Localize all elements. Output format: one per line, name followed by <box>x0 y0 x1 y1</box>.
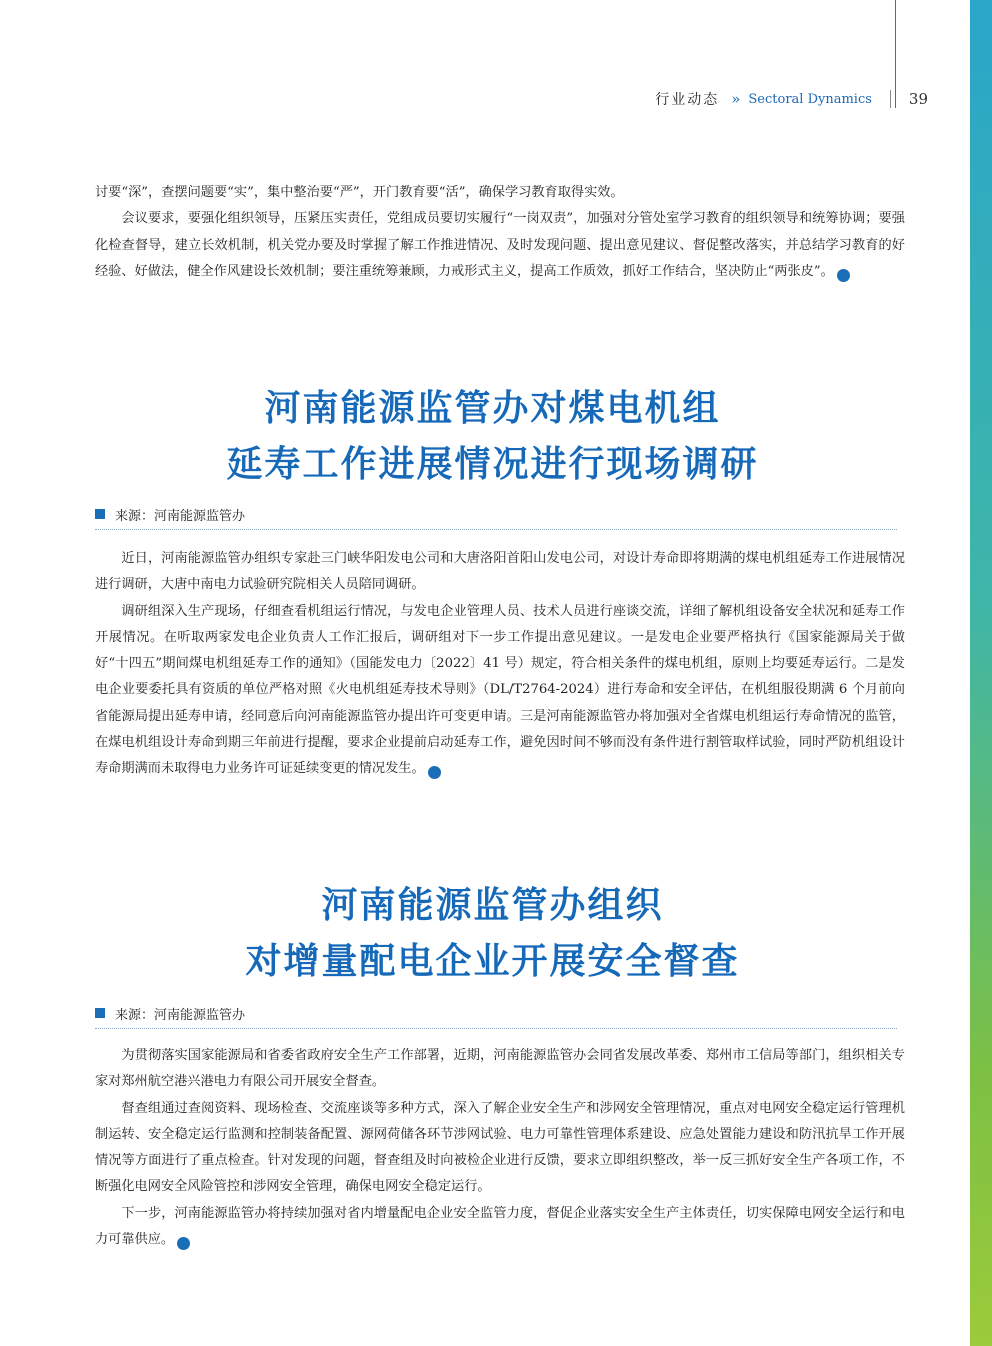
article1-title <box>95 380 890 492</box>
article1-title-line2: 延寿工作进展情况进行现场调研 <box>226 443 759 485</box>
end-mark-icon: ℮ <box>837 269 850 282</box>
article2-paragraph-3 <box>95 1201 905 1254</box>
intro-paragraph-1: 讨要“深”，查摆问题要“实”，集中整治要“严”，开门教育要“活”，确保学习教育取得实效。 <box>95 185 624 200</box>
header-separator <box>890 90 891 108</box>
section-title-cn: 行业动态 <box>655 92 720 108</box>
article1-paragraph-2 <box>95 599 905 783</box>
end-mark-icon: ℮ <box>428 766 441 779</box>
article2-title-line2: 对增量配电企业开展安全督查 <box>245 940 740 982</box>
page-number: 39 <box>908 90 928 108</box>
side-color-bar <box>970 0 992 1346</box>
intro-text <box>95 180 905 285</box>
article2-title <box>95 877 890 989</box>
end-mark-icon: ℮ <box>177 1237 190 1250</box>
article1-paragraph-1: 近日，河南能源监管办组织专家赴三门峡华阳发电公司和大唐洛阳首阳山发电公司，对设计寿命即将期满的煤电机组延寿工作进展情况进行调研，大唐中南电力试验研究院相关人员陪同调研。 <box>95 551 905 593</box>
article2-paragraph-3-text: 下一步，河南能源监管办将持续加强对省内增量配电企业安全监管力度，督促企业落实安全生产主体责任，切实保障电网安全运行和电力可靠供应。 <box>95 1205 905 1248</box>
square-bullet-icon <box>95 509 105 519</box>
intro-paragraph-2 <box>95 206 905 285</box>
article1-title-line1: 河南能源监管办对煤电机组 <box>264 387 721 429</box>
article1-source-text: 来源：河南能源监管办 <box>115 508 246 524</box>
article2-body <box>95 1043 905 1253</box>
section-title-en: Sectoral Dynamics <box>748 91 872 107</box>
article1-body <box>95 546 905 783</box>
article2-source <box>95 1002 897 1029</box>
article1-paragraph-2-text: 调研组深入生产现场，仔细查看机组运行情况，与发电企业管理人员、技术人员进行座谈交流，详细了解机组设备安全状况和延寿工作开展情况。在听取两家发电企业负责人工作汇报后，调研组对下一步工作提出意见建议。一是发电企业要严格执行《国家能源局关于做好“十四五”期间煤电机组延寿工作的通知》（国能发电力〔2022〕41 号）规定，符合相关条件的煤电机组，原则上均要延寿运行。二是发电企业要委托具有资质的单位严格对照《火电机组延寿技术导则》（DL/T2764-2024）进行寿命和安全评估，在机组服役期满 6 个月前向省能源局提出延寿申请，经同意后向河南能源监管办提出许可变更申请。三是河南能源监管办将加强对全省煤电机组运行寿命情况的监管，在煤电机组设计寿命到期三年前进行提醒，要求企业提前启动延寿工作，避免因时间不够而没有条件进行割管取样试验，同时严防机组设计寿命期满而未取得电力业务许可证延续变更的情况发生。 <box>95 603 905 777</box>
square-bullet-icon <box>95 1008 105 1018</box>
page-header <box>655 88 928 110</box>
intro-paragraph-2-text: 会议要求，要强化组织领导，压紧压实责任，党组成员要切实履行“一岗双责”，加强对分管处室学习教育的组织领导和统筹协调；要强化检查督导，建立长效机制，机关党办要及时掌握了解工作推进情况、及时发现问题、提出意见建议、督促整改落实，并总结学习教育的好经验、好做法，健全作风建设长效机制；要注重统筹兼顾，力戒形式主义，提高工作质效，抓好工作结合，坚决防止“两张皮”。 <box>95 211 905 279</box>
article2-paragraph-2: 督查组通过查阅资料、现场检查、交流座谈等多种方式，深入了解企业安全生产和涉网安全管理情况，重点对电网安全稳定运行管理机制运转、安全稳定运行监测和控制装备配置、源网荷储各环节涉网试验、电力可靠性管理体系建设、应急处置能力建设和防汛抗旱工作开展情况等方面进行了重点检查。针对发现的问题，督查组及时向被检企业进行反馈，要求立即组织整改，举一反三抓好安全生产各项工作，不断强化电网安全风险管控和涉网安全管理，确保电网安全稳定运行。 <box>95 1100 905 1195</box>
article1-source <box>95 503 897 530</box>
double-chevron-icon: » <box>731 90 741 108</box>
article2-source-text: 来源：河南能源监管办 <box>115 1007 246 1023</box>
article2-paragraph-1: 为贯彻落实国家能源局和省委省政府安全生产工作部署，近期，河南能源监管办会同省发展改革委、郑州市工信局等部门，组织相关专家对郑州航空港兴港电力有限公司开展安全督查。 <box>95 1048 905 1090</box>
article2-title-line1: 河南能源监管办组织 <box>321 884 664 926</box>
